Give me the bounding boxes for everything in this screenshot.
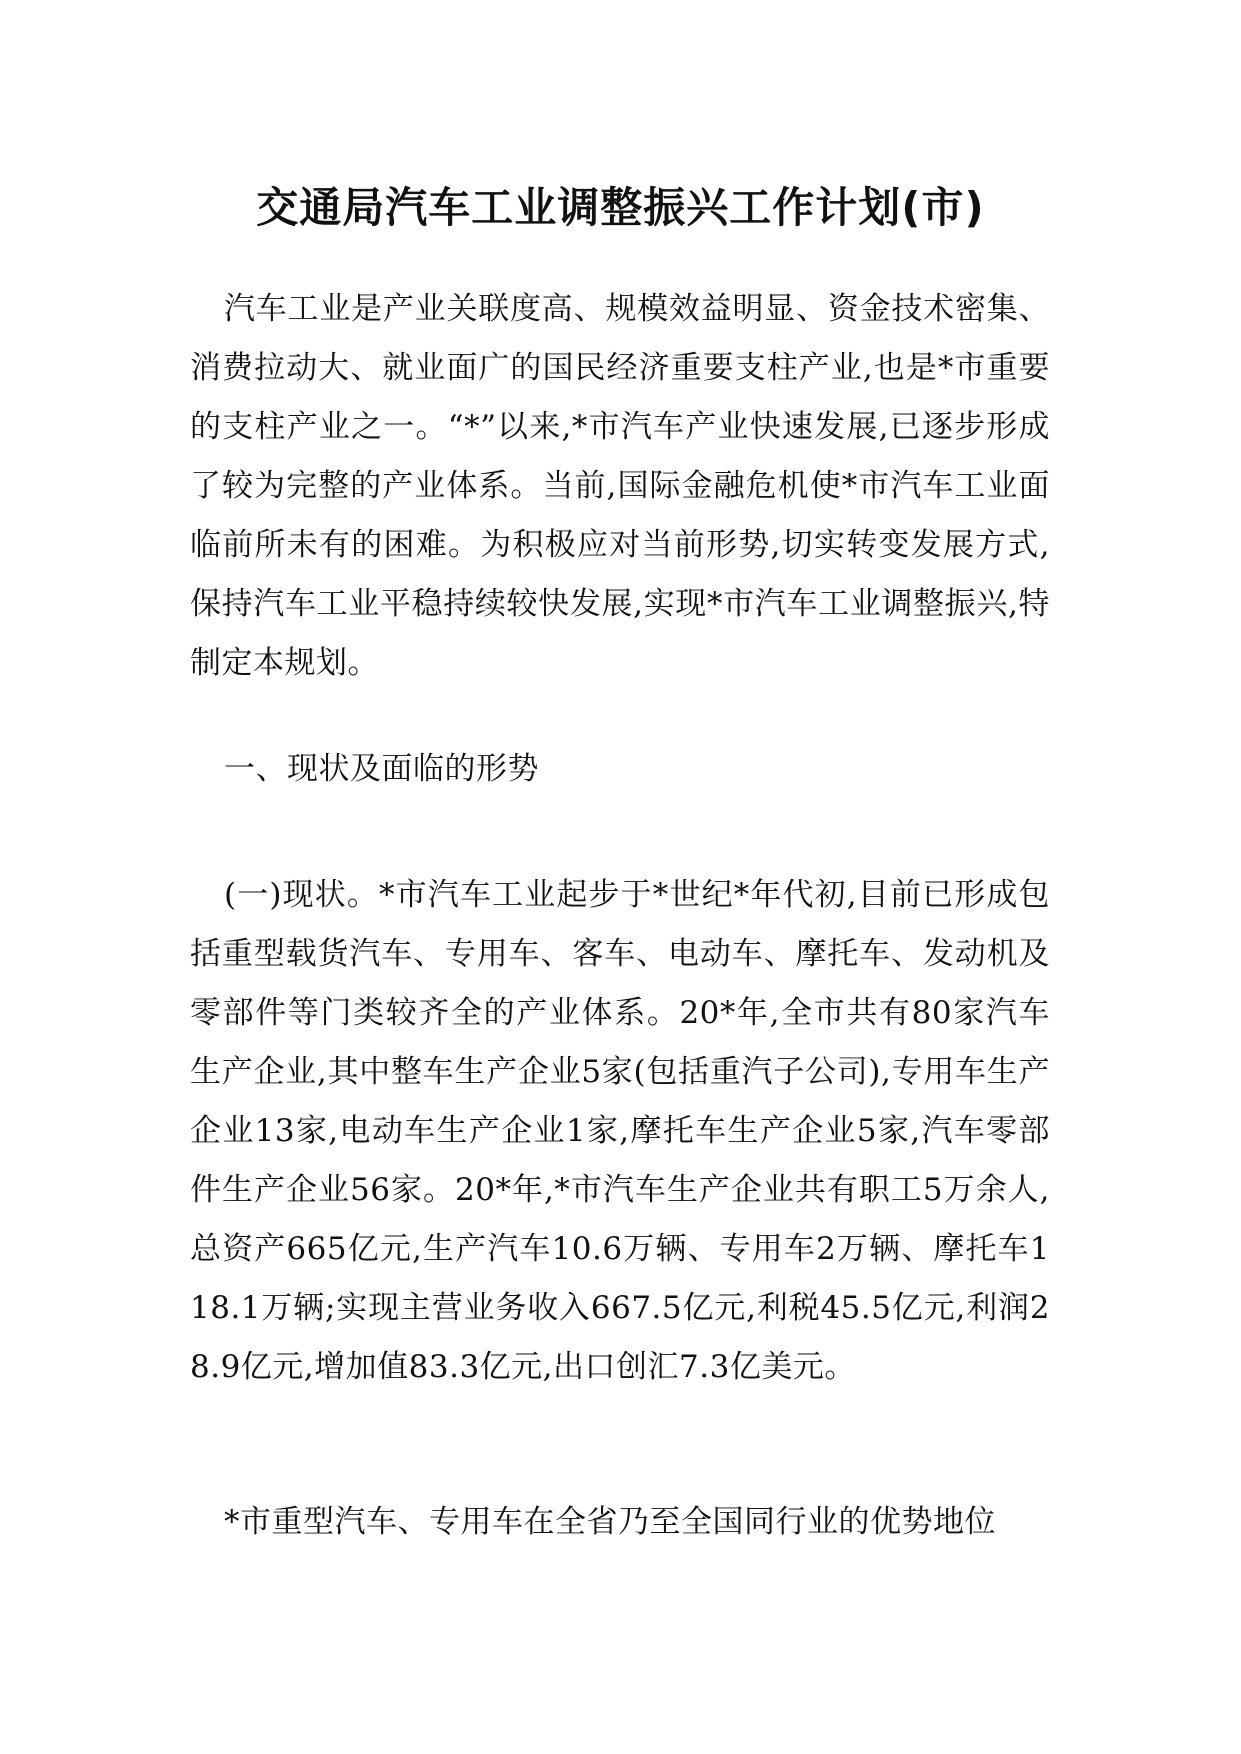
document-title: 交通局汽车工业调整振兴工作计划(市): [256, 183, 985, 233]
intro-paragraph: 汽车工业是产业关联度高、规模效益明显、资金技术密集、消费拉动大、就业面广的国民经济重要支柱产业,也是*市重要的支柱产业之一。“*”以来,*市汽车产业快速发展,已逐步形成了较为完整的产业体系。当前,国际金融危机使*市汽车工业面临前所未有的困难。为积极应对当前形势,切实转变发展方式,保持汽车工业平稳持续较快发展,实现*市汽车工业调整振兴,特制定本规划。: [190, 291, 1050, 681]
section-heading: 一、现状及面临的形势: [224, 751, 539, 787]
advantage-paragraph: *市重型汽车、专用车在全省乃至全国同行业的优势地位: [224, 1504, 996, 1540]
status-paragraph: (一)现状。*市汽车工业起步于*世纪*年代初,目前已形成包括重型载货汽车、专用车、客车、电动车、摩托车、发动机及零部件等门类较齐全的产业体系。20*年,全市共有80家汽车生产企业,其中整车生产企业5家(包括重汽子公司),专用车生产企业13家,电动车生产企业1家,摩托车生产企业5家,汽车零部件生产企业56家。20*年,*市汽车生产企业共有职工5万余人,总资产665亿元,生产汽车10.6万辆、专用车2万辆、摩托车118.1万辆;实现主营业务收入667.5亿元,利税45.5亿元,利润28.9亿元,增加值83.3亿元,出口创汇7.3亿美元。: [190, 877, 1050, 1385]
